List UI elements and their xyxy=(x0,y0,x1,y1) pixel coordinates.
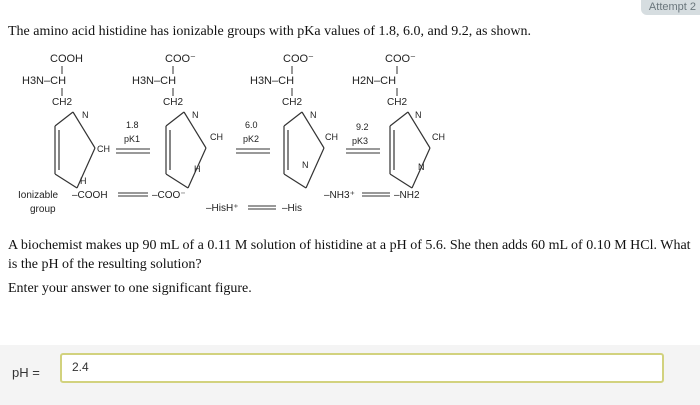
answer-label: pH = xyxy=(12,365,40,380)
species-1-amine: H3N–CH xyxy=(22,75,67,87)
species-4-top: COO⁻ xyxy=(385,53,416,65)
equilibrium-3-label: pK3 xyxy=(352,136,369,146)
species-2-amine: H3N–CH xyxy=(132,75,177,87)
species-3-amine: H3N–CH xyxy=(250,75,295,87)
equilibrium-1-label: pK1 xyxy=(124,134,141,144)
group-carboxyl-to: –COO⁻ xyxy=(152,190,186,201)
equilibrium-2-label: pK2 xyxy=(243,134,260,144)
species-2-ch: CH xyxy=(210,132,223,142)
species-1-ch2: CH2 xyxy=(52,97,73,108)
species-2-nh: H xyxy=(194,164,201,174)
histidine-scheme xyxy=(0,48,700,223)
equilibrium-3 xyxy=(346,122,380,153)
group-amino-from: –NH3⁺ xyxy=(324,190,355,201)
species-1-top: COOH xyxy=(50,53,83,65)
species-3-ch: CH xyxy=(325,132,338,142)
equilibrium-1 xyxy=(116,120,150,153)
attempt-tag: Attempt 2 xyxy=(641,0,700,15)
group-carboxyl xyxy=(72,190,186,201)
equilibrium-3-value: 9.2 xyxy=(356,122,369,132)
problem-intro: The amino acid histidine has ionizable groups with pKa values of 1.8, 6.0, and 9.2, as shown. xyxy=(8,24,531,39)
species-2-ch2: CH2 xyxy=(163,97,184,108)
species-4-ch: CH xyxy=(432,132,445,142)
ionizable-label-group: group xyxy=(30,204,56,215)
species-4-n: N xyxy=(415,110,422,120)
equilibrium-2-value: 6.0 xyxy=(245,120,258,130)
species-4-n2: N xyxy=(418,162,425,172)
species-3-top: COO⁻ xyxy=(283,53,314,65)
species-1-nh: H xyxy=(80,176,87,186)
answer-area xyxy=(0,345,700,405)
species-1-n: N xyxy=(82,110,89,120)
answer-input[interactable] xyxy=(60,353,664,383)
group-amino xyxy=(324,190,420,201)
species-3-n: N xyxy=(310,110,317,120)
species-1 xyxy=(22,53,110,188)
group-carboxyl-from: –COOH xyxy=(72,190,108,201)
species-1-ch: CH xyxy=(97,144,110,154)
species-3 xyxy=(250,53,338,188)
species-4-ch2: CH2 xyxy=(387,97,408,108)
species-2-n: N xyxy=(192,110,199,120)
group-imidazole-to: –His xyxy=(282,203,303,214)
species-3-ch2: CH2 xyxy=(282,97,303,108)
ionizable-label: Ionizable xyxy=(18,190,59,201)
species-4 xyxy=(352,53,445,188)
group-imidazole xyxy=(206,203,302,214)
problem-question: A biochemist makes up 90 mL of a 0.11 M solution of histidine at a pH of 5.6. She then adds 60 mL of 0.10 M HCl. What is the pH of the resulting solution? xyxy=(8,238,691,272)
group-amino-to: –NH2 xyxy=(394,190,420,201)
species-3-n2: N xyxy=(302,160,309,170)
equilibrium-1-value: 1.8 xyxy=(126,120,139,130)
answer-value: 2.4 xyxy=(72,360,89,374)
group-imidazole-from: –HisH⁺ xyxy=(206,203,239,214)
species-2-top: COO⁻ xyxy=(165,53,196,65)
species-4-amine: H2N–CH xyxy=(352,75,397,87)
equilibrium-2 xyxy=(236,120,270,153)
species-2 xyxy=(132,53,223,188)
problem-instruction: Enter your answer to one significant figure. xyxy=(8,281,252,296)
